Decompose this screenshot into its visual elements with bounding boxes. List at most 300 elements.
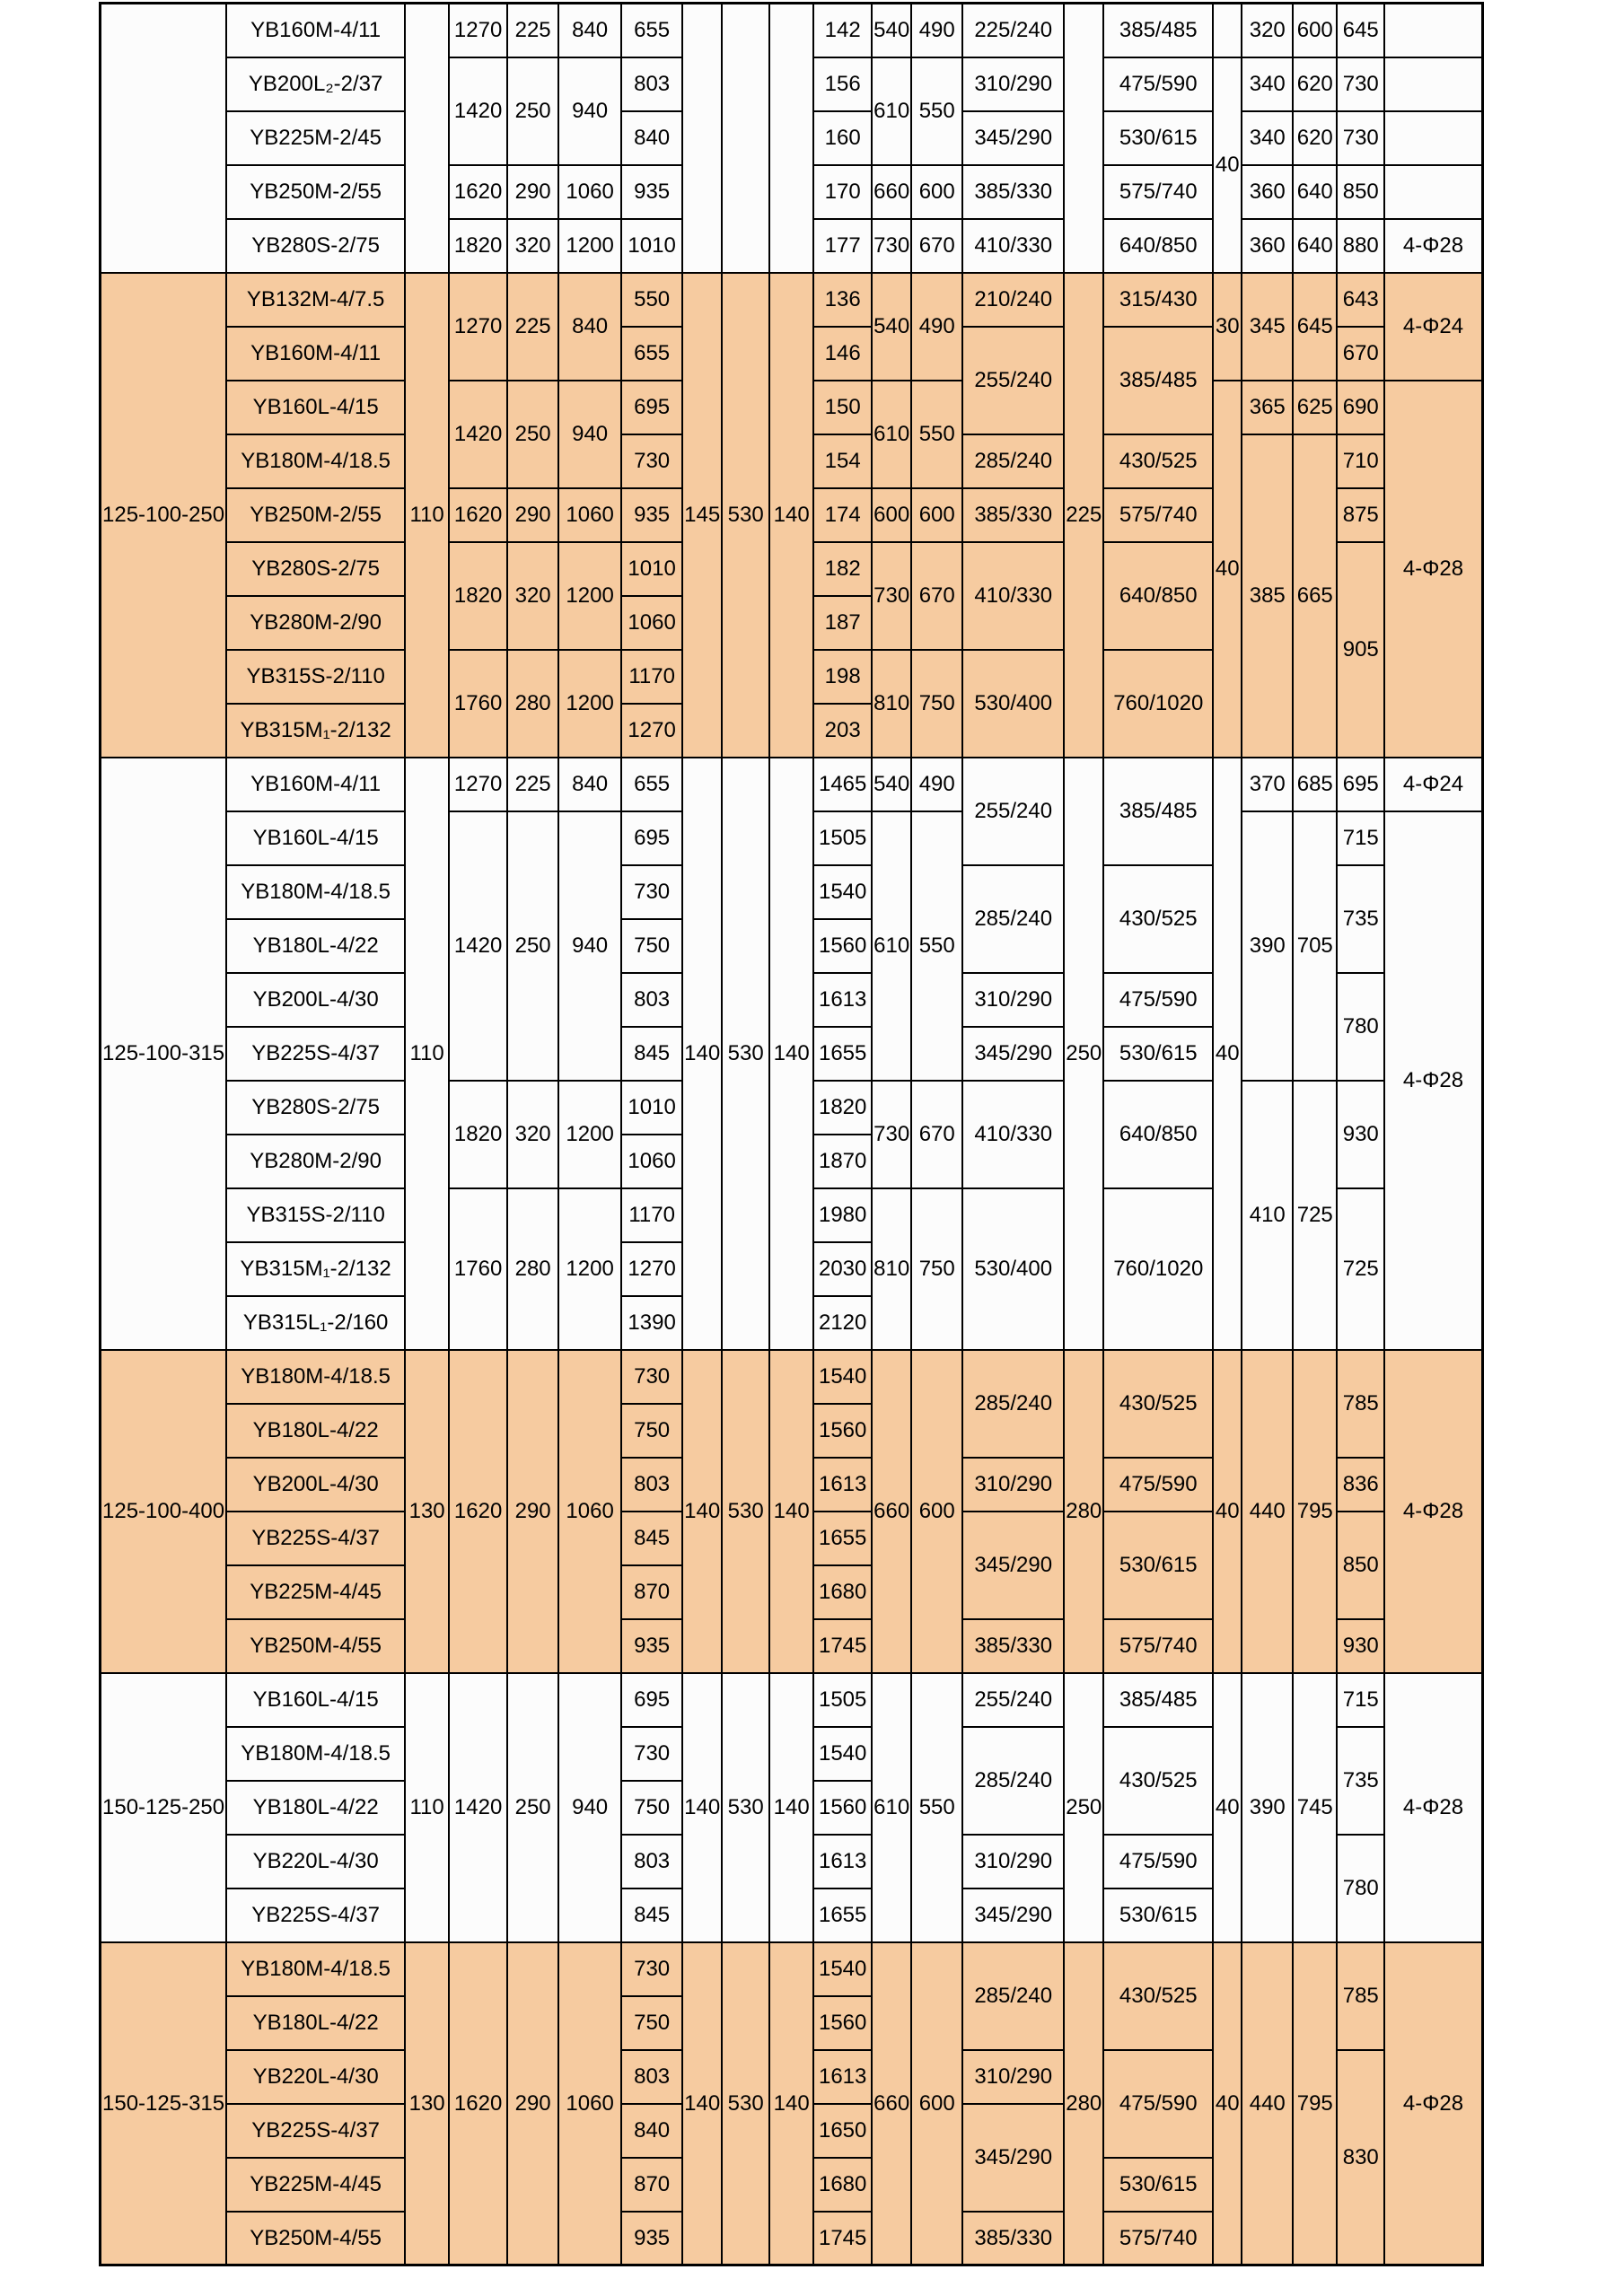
cell-col5: 320	[507, 542, 558, 650]
cell-col11: 1820	[813, 1081, 872, 1135]
cell-motor-model: YB180L-4/22	[226, 1781, 405, 1835]
cell-group-label: 150-125-315	[101, 1942, 227, 2265]
cell-motor-model: YB280M-2/90	[226, 1135, 405, 1188]
cell-group-label: 125-100-315	[101, 758, 227, 1350]
cell-col20: 710	[1337, 434, 1384, 488]
cell-col14: 310/290	[962, 57, 1064, 111]
cell-motor-model: YB180M-4/18.5	[226, 865, 405, 919]
cell-col6: 840	[558, 4, 621, 57]
cell-col4: 1820	[449, 219, 507, 273]
cell-col7: 1170	[621, 1188, 682, 1242]
cell-motor-model: YB225M-4/45	[226, 2158, 405, 2212]
cell-col16: 475/590	[1103, 1835, 1213, 1889]
cell-col16: 475/590	[1103, 2050, 1213, 2158]
cell-col18: 440	[1242, 1350, 1293, 1673]
cell-col9: 530	[722, 1673, 769, 1942]
cell-col7: 803	[621, 1458, 682, 1512]
cell-col6: 940	[558, 381, 621, 488]
cell-col7: 750	[621, 919, 682, 973]
cell-col10: 140	[769, 1673, 813, 1942]
cell-col11: 182	[813, 542, 872, 596]
cell-col12: 540	[872, 758, 911, 811]
cell-col17: 40	[1213, 1673, 1242, 1942]
cell-col8: 140	[682, 1673, 722, 1942]
cell-col12: 610	[872, 57, 911, 165]
cell-col7: 935	[621, 2212, 682, 2265]
cell-col16: 760/1020	[1103, 650, 1213, 758]
cell-col11: 142	[813, 4, 872, 57]
cell-col14: 210/240	[962, 273, 1064, 327]
cell-col6: 1060	[558, 1350, 621, 1673]
cell-motor-model: YB160M-4/11	[226, 327, 405, 381]
cell-col16: 430/525	[1103, 865, 1213, 973]
cell-col7: 550	[621, 273, 682, 327]
cell-col11: 1613	[813, 1835, 872, 1889]
cell-col20: 735	[1337, 1727, 1384, 1835]
cell-col20: 735	[1337, 865, 1384, 973]
cell-col12: 540	[872, 273, 911, 381]
cell-col20: 880	[1337, 219, 1384, 273]
cell-motor-model: YB160L-4/15	[226, 381, 405, 434]
cell-col4: 1420	[449, 811, 507, 1081]
cell-motor-model: YB225S-4/37	[226, 1027, 405, 1081]
cell-col11: 1745	[813, 1619, 872, 1673]
cell-motor-model: YB250M-4/55	[226, 2212, 405, 2265]
cell-col7: 655	[621, 758, 682, 811]
cell-col11: 203	[813, 704, 872, 758]
cell-col16: 475/590	[1103, 57, 1213, 111]
cell-col12: 730	[872, 1081, 911, 1188]
cell-col21: 4-Φ28	[1384, 811, 1482, 1350]
cell-col3: 110	[405, 758, 449, 1350]
cell-col13: 670	[911, 219, 962, 273]
cell-col14: 345/290	[962, 2104, 1064, 2212]
cell-col14: 410/330	[962, 1081, 1064, 1188]
cell-col11: 1655	[813, 1027, 872, 1081]
cell-col7: 870	[621, 2158, 682, 2212]
cell-col5: 280	[507, 1188, 558, 1350]
cell-col14: 310/290	[962, 973, 1064, 1027]
table-row	[101, 758, 1483, 811]
cell-col19: 725	[1293, 1081, 1337, 1350]
cell-col11: 1655	[813, 1512, 872, 1565]
cell-motor-model: YB315S-2/110	[226, 1188, 405, 1242]
cell-col18: 345	[1242, 273, 1293, 381]
cell-col11: 2120	[813, 1296, 872, 1350]
cell-col4: 1270	[449, 758, 507, 811]
cell-col13: 600	[911, 1350, 962, 1673]
cell-col20: 785	[1337, 1942, 1384, 2050]
cell-col4: 1820	[449, 542, 507, 650]
cell-col16: 430/525	[1103, 1942, 1213, 2050]
cell-col7: 1170	[621, 650, 682, 704]
cell-col17: 40	[1213, 57, 1242, 273]
cell-col7: 750	[621, 1996, 682, 2050]
cell-motor-model: YB250M-2/55	[226, 165, 405, 219]
cell-col4: 1420	[449, 381, 507, 488]
cell-col7: 840	[621, 2104, 682, 2158]
cell-col17: 40	[1213, 381, 1242, 758]
cell-col7: 803	[621, 57, 682, 111]
cell-col11: 1745	[813, 2212, 872, 2265]
cell-col21: 4-Φ28	[1384, 1942, 1482, 2265]
cell-col18: 320	[1242, 4, 1293, 57]
cell-col14: 310/290	[962, 1835, 1064, 1889]
table-body	[101, 4, 1483, 2265]
cell-col18: 365	[1242, 381, 1293, 434]
cell-col7: 695	[621, 1673, 682, 1727]
cell-col18: 360	[1242, 165, 1293, 219]
cell-col11: 1870	[813, 1135, 872, 1188]
cell-col14: 385/330	[962, 2212, 1064, 2265]
cell-col20: 730	[1337, 57, 1384, 111]
cell-col5: 225	[507, 273, 558, 381]
cell-motor-model: YB225S-4/37	[226, 2104, 405, 2158]
cell-col14: 310/290	[962, 1458, 1064, 1512]
cell-col7: 730	[621, 434, 682, 488]
cell-col21: 4-Φ24	[1384, 758, 1482, 811]
cell-col9	[722, 4, 769, 273]
cell-col16: 430/525	[1103, 434, 1213, 488]
cell-col7: 695	[621, 381, 682, 434]
cell-col12: 660	[872, 165, 911, 219]
cell-col16: 430/525	[1103, 1350, 1213, 1458]
cell-motor-model: YB200L₂-2/37	[226, 57, 405, 111]
cell-col10: 140	[769, 1350, 813, 1673]
cell-col9: 530	[722, 1942, 769, 2265]
cell-col19: 705	[1293, 811, 1337, 1081]
cell-col13: 490	[911, 4, 962, 57]
cell-col5: 250	[507, 1673, 558, 1942]
cell-col4: 1820	[449, 1081, 507, 1188]
table-row	[101, 1942, 1483, 1996]
cell-col11: 1680	[813, 1565, 872, 1619]
cell-col12: 610	[872, 381, 911, 488]
cell-col11: 2030	[813, 1242, 872, 1296]
cell-col14: 255/240	[962, 327, 1064, 434]
cell-col13: 550	[911, 381, 962, 488]
cell-col4: 1620	[449, 488, 507, 542]
cell-col20: 785	[1337, 1350, 1384, 1458]
cell-col17: 30	[1213, 273, 1242, 381]
cell-col18: 440	[1242, 1942, 1293, 2265]
cell-col7: 1010	[621, 542, 682, 596]
cell-col4: 1270	[449, 273, 507, 381]
cell-col7: 1270	[621, 704, 682, 758]
cell-col16: 530/615	[1103, 2158, 1213, 2212]
cell-col5: 290	[507, 488, 558, 542]
cell-col20: 830	[1337, 2050, 1384, 2265]
cell-col5: 290	[507, 1942, 558, 2265]
cell-col14: 410/330	[962, 219, 1064, 273]
cell-col11: 1540	[813, 1727, 872, 1781]
table-row	[101, 1673, 1483, 1727]
cell-col14: 385/330	[962, 1619, 1064, 1673]
cell-col18: 370	[1242, 758, 1293, 811]
cell-col6: 1060	[558, 165, 621, 219]
cell-col16: 575/740	[1103, 2212, 1213, 2265]
cell-col14: 345/290	[962, 1512, 1064, 1619]
cell-col13: 490	[911, 273, 962, 381]
cell-motor-model: YB220L-4/30	[226, 1835, 405, 1889]
cell-col11: 1680	[813, 2158, 872, 2212]
cell-col18: 340	[1242, 57, 1293, 111]
cell-col16: 315/430	[1103, 273, 1213, 327]
cell-col6: 1060	[558, 488, 621, 542]
cell-col6: 1200	[558, 542, 621, 650]
cell-col20: 836	[1337, 1458, 1384, 1512]
cell-col7: 655	[621, 4, 682, 57]
cell-col21	[1384, 4, 1482, 57]
cell-col16: 385/485	[1103, 758, 1213, 865]
cell-col18: 390	[1242, 1673, 1293, 1942]
cell-col12: 730	[872, 219, 911, 273]
cell-col6: 840	[558, 273, 621, 381]
cell-col7: 750	[621, 1781, 682, 1835]
cell-col16: 385/485	[1103, 327, 1213, 434]
cell-col11: 146	[813, 327, 872, 381]
cell-col5: 250	[507, 811, 558, 1081]
cell-motor-model: YB250M-2/55	[226, 488, 405, 542]
cell-col19: 685	[1293, 758, 1337, 811]
cell-col19: 795	[1293, 1942, 1337, 2265]
cell-col14: 310/290	[962, 2050, 1064, 2104]
cell-col12: 660	[872, 1350, 911, 1673]
cell-col12: 810	[872, 1188, 911, 1350]
cell-col12: 730	[872, 542, 911, 650]
cell-col7: 845	[621, 1512, 682, 1565]
cell-col14: 285/240	[962, 1350, 1064, 1458]
cell-col15: 280	[1064, 1942, 1103, 2265]
cell-col3: 110	[405, 1673, 449, 1942]
cell-col11: 198	[813, 650, 872, 704]
cell-col4: 1420	[449, 1673, 507, 1942]
cell-col21: 4-Φ24	[1384, 273, 1482, 381]
cell-col16: 575/740	[1103, 1619, 1213, 1673]
cell-motor-model: YB180L-4/22	[226, 1996, 405, 2050]
cell-col10: 140	[769, 273, 813, 758]
cell-col7: 803	[621, 2050, 682, 2104]
cell-col3: 110	[405, 273, 449, 758]
cell-col16: 430/525	[1103, 1727, 1213, 1835]
cell-col20: 905	[1337, 542, 1384, 758]
cell-motor-model: YB225M-2/45	[226, 111, 405, 165]
cell-motor-model: YB280M-2/90	[226, 596, 405, 650]
cell-col19: 625	[1293, 381, 1337, 434]
cell-group-label: 125-100-250	[101, 273, 227, 758]
table-row	[101, 1350, 1483, 1404]
cell-col5: 290	[507, 1350, 558, 1673]
cell-col11: 1613	[813, 973, 872, 1027]
cell-col13: 600	[911, 488, 962, 542]
cell-col5: 225	[507, 4, 558, 57]
cell-col7: 845	[621, 1027, 682, 1081]
cell-col20: 930	[1337, 1081, 1384, 1188]
cell-col19: 665	[1293, 434, 1337, 758]
cell-group-label: 150-125-250	[101, 1673, 227, 1942]
cell-col16: 475/590	[1103, 1458, 1213, 1512]
cell-col14: 285/240	[962, 1727, 1064, 1835]
cell-col7: 1010	[621, 1081, 682, 1135]
cell-col14: 285/240	[962, 434, 1064, 488]
cell-col21: 4-Φ28	[1384, 381, 1482, 758]
cell-col11: 1465	[813, 758, 872, 811]
cell-col13: 490	[911, 758, 962, 811]
cell-col11: 1655	[813, 1889, 872, 1942]
cell-col16: 385/485	[1103, 4, 1213, 57]
cell-col7: 655	[621, 327, 682, 381]
cell-col12: 600	[872, 488, 911, 542]
cell-col4: 1620	[449, 1942, 507, 2265]
cell-motor-model: YB250M-4/55	[226, 1619, 405, 1673]
cell-col12: 660	[872, 1942, 911, 2265]
cell-col19: 745	[1293, 1673, 1337, 1942]
cell-col20: 695	[1337, 758, 1384, 811]
cell-motor-model: YB220L-4/30	[226, 2050, 405, 2104]
cell-col7: 935	[621, 1619, 682, 1673]
cell-col16: 575/740	[1103, 488, 1213, 542]
cell-col21	[1384, 165, 1482, 219]
cell-col9: 530	[722, 1350, 769, 1673]
cell-col19: 795	[1293, 1350, 1337, 1673]
cell-col19: 640	[1293, 219, 1337, 273]
cell-col20: 850	[1337, 165, 1384, 219]
cell-col13: 550	[911, 1673, 962, 1942]
cell-col6: 1200	[558, 1188, 621, 1350]
cell-motor-model: YB315S-2/110	[226, 650, 405, 704]
cell-col14: 345/290	[962, 111, 1064, 165]
cell-col16: 530/615	[1103, 1512, 1213, 1619]
cell-col9: 530	[722, 273, 769, 758]
cell-col3: 130	[405, 1350, 449, 1673]
cell-col11: 1505	[813, 811, 872, 865]
cell-col17: 40	[1213, 1350, 1242, 1673]
cell-col11: 1540	[813, 1942, 872, 1996]
cell-motor-model: YB280S-2/75	[226, 542, 405, 596]
cell-col7: 730	[621, 865, 682, 919]
cell-col13: 600	[911, 165, 962, 219]
cell-col20: 690	[1337, 381, 1384, 434]
cell-col4: 1760	[449, 1188, 507, 1350]
cell-col21	[1384, 57, 1482, 111]
cell-col7: 730	[621, 1727, 682, 1781]
cell-col18: 385	[1242, 434, 1293, 758]
cell-col16: 760/1020	[1103, 1188, 1213, 1350]
cell-col15: 250	[1064, 1673, 1103, 1942]
cell-col14: 530/400	[962, 650, 1064, 758]
cell-col7: 1060	[621, 1135, 682, 1188]
cell-col8: 140	[682, 1350, 722, 1673]
cell-col15: 225	[1064, 273, 1103, 758]
cell-col16: 530/615	[1103, 111, 1213, 165]
cell-col11: 1613	[813, 2050, 872, 2104]
cell-motor-model: YB280S-2/75	[226, 219, 405, 273]
cell-col16: 530/615	[1103, 1889, 1213, 1942]
cell-motor-model: YB315M₁-2/132	[226, 1242, 405, 1296]
cell-motor-model: YB225S-4/37	[226, 1512, 405, 1565]
cell-col18: 390	[1242, 811, 1293, 1081]
cell-col14: 285/240	[962, 1942, 1064, 2050]
cell-col3: 130	[405, 1942, 449, 2265]
cell-col6: 1060	[558, 1942, 621, 2265]
cell-motor-model: YB200L-4/30	[226, 1458, 405, 1512]
cell-col16: 475/590	[1103, 973, 1213, 1027]
cell-col14: 410/330	[962, 542, 1064, 650]
cell-col11: 150	[813, 381, 872, 434]
cell-col20: 645	[1337, 4, 1384, 57]
cell-col18: 410	[1242, 1081, 1293, 1350]
cell-col17: 40	[1213, 758, 1242, 1350]
cell-col13: 750	[911, 650, 962, 758]
cell-group-label: 125-100-400	[101, 1350, 227, 1673]
cell-col5: 280	[507, 650, 558, 758]
cell-col16: 640/850	[1103, 219, 1213, 273]
cell-col7: 1390	[621, 1296, 682, 1350]
cell-col12: 610	[872, 811, 911, 1081]
cell-col5: 250	[507, 381, 558, 488]
cell-col8: 140	[682, 1942, 722, 2265]
cell-motor-model: YB160L-4/15	[226, 811, 405, 865]
cell-col20: 730	[1337, 111, 1384, 165]
cell-col11: 1560	[813, 1781, 872, 1835]
cell-col14: 385/330	[962, 488, 1064, 542]
cell-col11: 136	[813, 273, 872, 327]
cell-col6: 1200	[558, 650, 621, 758]
cell-col13: 550	[911, 811, 962, 1081]
cell-motor-model: YB315L₁-2/160	[226, 1296, 405, 1350]
cell-col13: 670	[911, 1081, 962, 1188]
cell-col20: 715	[1337, 1673, 1384, 1727]
cell-col15: 250	[1064, 758, 1103, 1350]
cell-col6: 940	[558, 57, 621, 165]
cell-col7: 870	[621, 1565, 682, 1619]
cell-col15	[1064, 4, 1103, 273]
cell-col11: 1613	[813, 1458, 872, 1512]
cell-motor-model: YB280S-2/75	[226, 1081, 405, 1135]
cell-col11: 1540	[813, 1350, 872, 1404]
cell-col21	[1384, 111, 1482, 165]
cell-col12: 810	[872, 650, 911, 758]
cell-col18: 340	[1242, 111, 1293, 165]
cell-col11: 174	[813, 488, 872, 542]
cell-col6: 1200	[558, 219, 621, 273]
cell-col7: 935	[621, 165, 682, 219]
cell-group-label	[101, 4, 227, 273]
cell-motor-model: YB180M-4/18.5	[226, 1942, 405, 1996]
cell-col21: 4-Φ28	[1384, 1673, 1482, 1942]
cell-col5: 290	[507, 165, 558, 219]
cell-motor-model: YB160M-4/11	[226, 4, 405, 57]
cell-motor-model: YB180M-4/18.5	[226, 434, 405, 488]
cell-col7: 840	[621, 111, 682, 165]
cell-col7: 803	[621, 973, 682, 1027]
cell-col20: 875	[1337, 488, 1384, 542]
cell-col10: 140	[769, 758, 813, 1350]
table-row	[101, 273, 1483, 327]
cell-col21: 4-Φ28	[1384, 1350, 1482, 1673]
cell-col14: 385/330	[962, 165, 1064, 219]
cell-col11: 1560	[813, 1404, 872, 1458]
cell-col14: 345/290	[962, 1889, 1064, 1942]
cell-col4: 1420	[449, 57, 507, 165]
cell-motor-model: YB160M-4/11	[226, 758, 405, 811]
cell-col20: 643	[1337, 273, 1384, 327]
cell-col14: 255/240	[962, 1673, 1064, 1727]
pump-motor-dimension-table	[99, 2, 1484, 2266]
cell-col19: 645	[1293, 273, 1337, 381]
cell-col14: 225/240	[962, 4, 1064, 57]
cell-col7: 845	[621, 1889, 682, 1942]
